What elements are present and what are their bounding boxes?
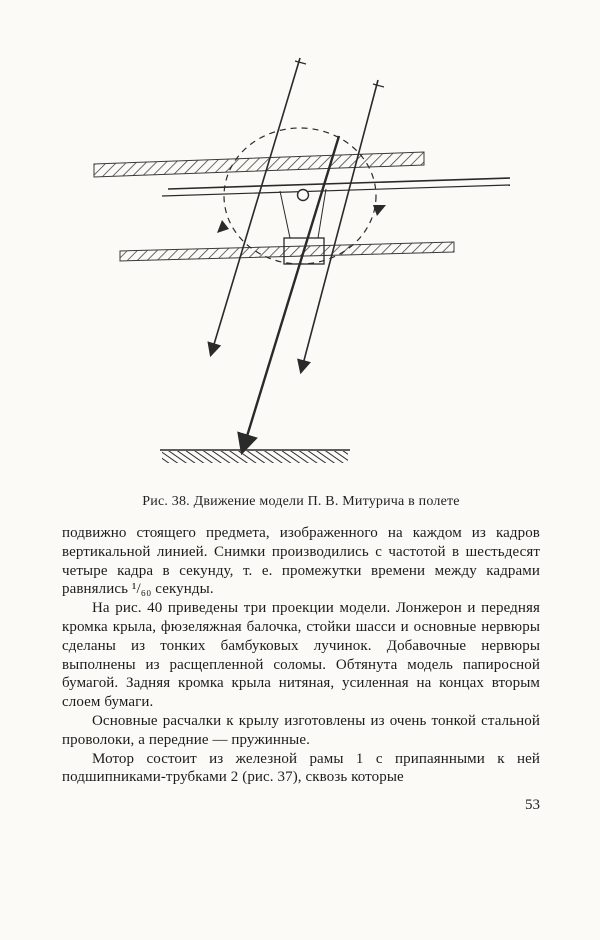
- paragraph: Мотор состоит из железной рамы 1 с припаянными к ней подшипниками-трубками 2 (рис. 37), сквозь которые: [62, 750, 540, 786]
- lower-wing-band: [120, 242, 454, 261]
- page-number: 53: [525, 797, 540, 814]
- figure-caption: Рис. 38. Движение модели П. В. Митурича в полете: [142, 494, 460, 509]
- paragraph: На рис. 40 приведены три проекции модели. Лонжерон и передняя кромка крыла, фюзеляжная балочка, стойки шасси и основные нервюры сделаны из тонких бамбуковых лучинок. Добавочные нервюры выполнены из расщепленной соломы. Обтянута модель папиросной бумагой. Задняя кромка крыла нитяная, усиленная на концах вторым слоем бумаги.: [62, 600, 540, 711]
- rotation-arrow-right: [373, 205, 386, 216]
- center-hub: [298, 190, 309, 201]
- upper-wing-band: [94, 152, 424, 177]
- figure-38-illustration: [72, 48, 532, 480]
- trajectory-line-2: [302, 80, 378, 368]
- rotation-arrow-left: [217, 220, 229, 233]
- body-text: [62, 524, 540, 787]
- ground-hatch: [162, 451, 348, 463]
- fuselage-stick: [244, 136, 339, 446]
- figure-38: [72, 48, 532, 480]
- paragraph: подвижно стоящего предмета, изображенного на каждом из кадров вертикальной линией. Снимки производились с частотой в шестьдесят четыре кадра в секунду, т. е. промежутки времени между кадрами равнялись ¹/₆₀ секунды.: [62, 525, 540, 598]
- paragraph: Основные расчалки к крылу изготовлены из очень тонкой стальной проволоки, а передние — пружинные.: [62, 712, 540, 748]
